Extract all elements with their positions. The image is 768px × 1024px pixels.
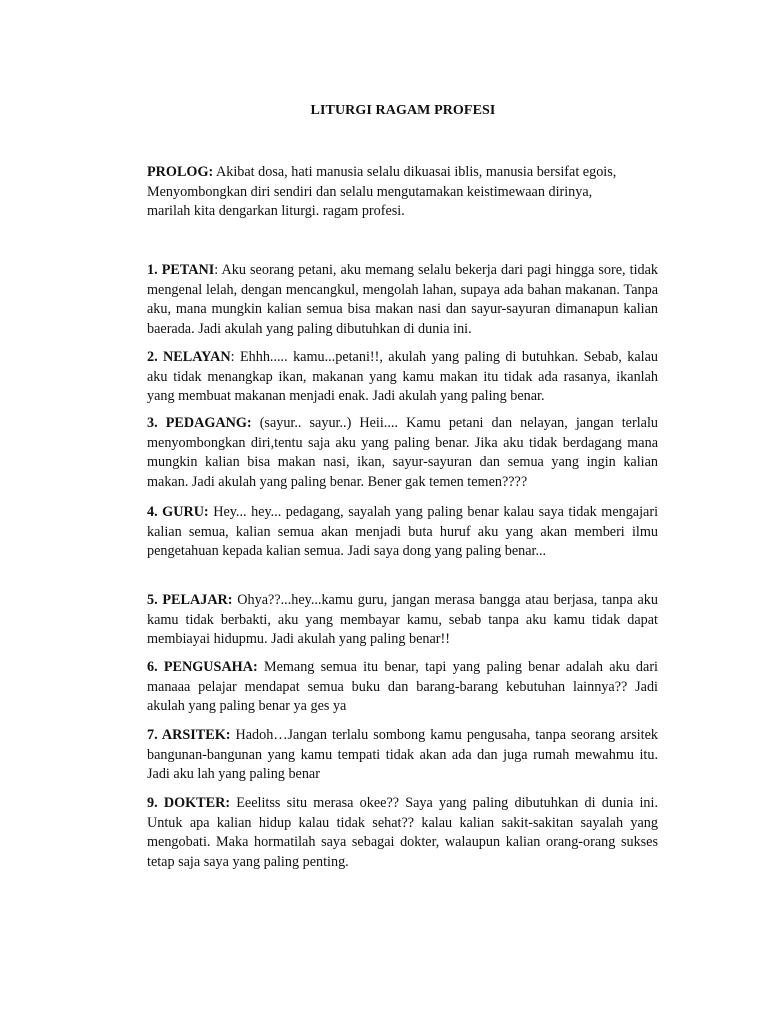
section-text: Hadoh…Jangan terlalu sombong kamu pengusaha, tanpa seorang arsitek bangunan-bangunan yang kamu tempati tidak akan ada dan juga rumah mewahmu itu. Jadi aku lah yang paling benar <box>147 727 658 783</box>
section-text: Memang semua itu benar, tapi yang paling benar adalah aku dari manaaa pelajar mendapat semua buku dan barang-barang kebutuhan lainnya?? Jadi akulah yang paling benar ya ges ya <box>147 659 658 715</box>
prolog-label: PROLOG: <box>147 164 214 180</box>
section-label: 6. PENGUSAHA: <box>147 659 258 675</box>
section-petani <box>147 261 658 339</box>
prolog-text: Akibat dosa, hati manusia selalu dikuasai iblis, manusia bersifat egois, Menyombongkan diri sendiri dan selalu mengutamakan keistimewaan dirinya, marilah kita dengarkan liturgi. ragam profesi. <box>147 164 617 220</box>
section-label: 3. PEDAGANG: <box>147 415 252 431</box>
section-text: : Aku seorang petani, aku memang selalu bekerja dari pagi hingga sore, tidak mengenal lelah, dengan mencangkul, mengolah lahan, supaya ada bahan makanan. Tanpa aku, mana mungkin kalian semua bisa makan nasi dan sayur-sayuran dimanapun kalian baerada. Jadi akulah yang paling dibutuhkan di dunia ini. <box>147 262 658 337</box>
section-text: Hey... hey... pedagang, sayalah yang paling benar kalau saya tidak mengajari kalian semua, kalian semua akan menjadi buta huruf aku yang akan memberi ilmu pengetahuan kepada kalian semua. Jadi saya dong yang paling benar... <box>147 504 659 560</box>
section-label: 7. ARSITEK: <box>147 727 231 743</box>
section-label: 2. NELAYAN <box>147 349 231 365</box>
section-label: 9. DOKTER: <box>147 795 231 811</box>
section-text: Ohya??...hey...kamu guru, jangan merasa bangga atau berjasa, tanpa aku kamu tidak berbakti, aku yang membayar kamu, sebab tanpa aku kamu tidak dapat membiayai hidupmu. Jadi akulah yang paling benar!! <box>147 592 658 648</box>
section-label: 1. PETANI <box>147 262 215 278</box>
section-text: Eeelitss situ merasa okee?? Saya yang paling dibutuhkan di dunia ini. Untuk apa kalian hidup kalau tidak sehat?? kalau kalian sakit-sakitan sayalah yang mengobati. Maka hormatilah saya sebagai dokter, walaupun kalian orang-orang sukses tetap saja saya yang paling penting. <box>147 795 658 870</box>
section-guru <box>147 503 658 562</box>
section-pelajar <box>147 591 658 650</box>
section-dokter <box>147 794 658 872</box>
section-pengusaha <box>147 658 658 717</box>
section-arsitek <box>147 726 658 785</box>
prolog-paragraph <box>147 163 639 222</box>
section-nelayan <box>147 348 658 407</box>
section-label: 5. PELAJAR: <box>147 592 233 608</box>
section-text: (sayur.. sayur..) Heii.... Kamu petani dan nelayan, jangan terlalu menyombongkan diri,tentu saja aku yang paling benar. Jika aku tidak berdagang mana mungkin kalian bisa makan nasi, ikan, sayur-sayuran dan semua yang ingin kalian makan. Jadi akulah yang paling benar. Bener gak temen temen???? <box>147 415 658 490</box>
section-pedagang <box>147 414 658 492</box>
section-label: 4. GURU: <box>147 504 209 520</box>
section-text: : Ehhh..... kamu...petani!!, akulah yang paling di butuhkan. Sebab, kalau aku tidak menangkap ikan, makanan yang kamu makan itu tidak ada rasanya, ikanlah yang membuat makanan menjadi enak. Jadi akulah yang paling benar. <box>147 349 658 405</box>
document-title: LITURGI RAGAM PROFESI <box>310 103 496 118</box>
